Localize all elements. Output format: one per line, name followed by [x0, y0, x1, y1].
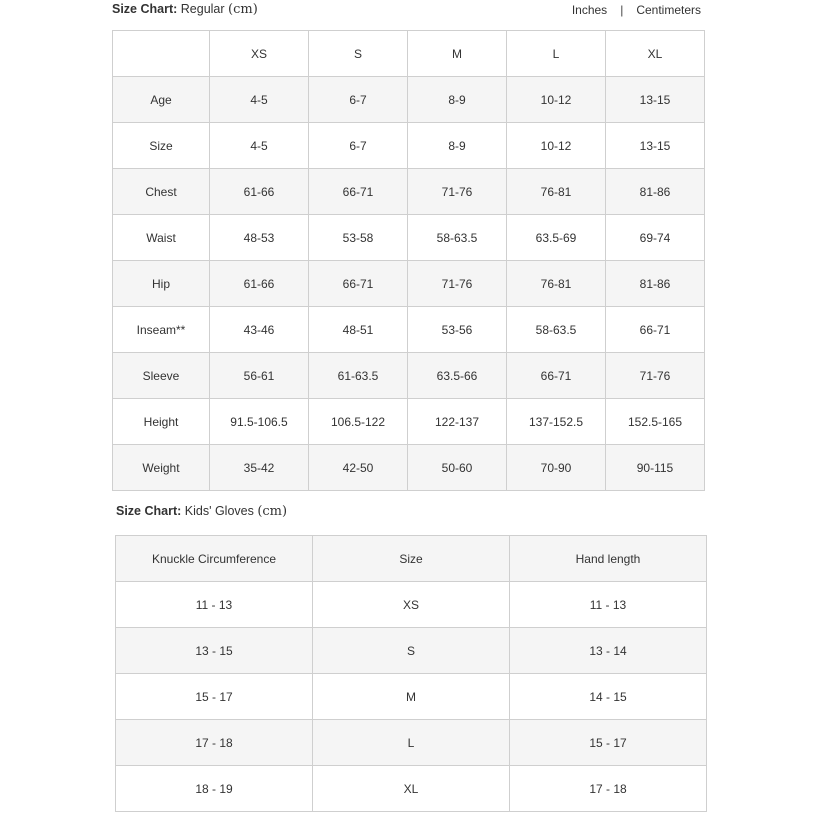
gloves-table-cell: XL	[313, 766, 510, 812]
gloves-size-table	[115, 535, 707, 812]
unit-separator: |	[620, 3, 624, 17]
gloves-header-row	[116, 536, 707, 582]
gloves-chart-title-label: Size Chart:	[116, 504, 182, 518]
gloves-table-cell: 17 - 18	[510, 766, 707, 812]
regular-table-cell: 69-74	[606, 215, 705, 261]
regular-table-cell: 43-46	[210, 307, 309, 353]
gloves-chart-title	[116, 504, 287, 519]
gloves-table-cell: 18 - 19	[116, 766, 313, 812]
regular-table-cell: 58-63.5	[408, 215, 507, 261]
regular-corner-cell	[113, 31, 210, 77]
regular-table-cell: 71-76	[606, 353, 705, 399]
regular-table-cell: 13-15	[606, 77, 705, 123]
regular-row-label: Inseam**	[113, 307, 210, 353]
regular-table-cell: 61-66	[210, 261, 309, 307]
regular-table-cell: 66-71	[507, 353, 606, 399]
regular-table-cell: 137-152.5	[507, 399, 606, 445]
regular-table-row	[113, 123, 705, 169]
gloves-table-row	[116, 582, 707, 628]
regular-chart-title	[112, 2, 258, 17]
regular-row-label: Size	[113, 123, 210, 169]
regular-table-row	[113, 169, 705, 215]
regular-row-label: Height	[113, 399, 210, 445]
regular-header-row	[113, 31, 705, 77]
regular-table-cell: 81-86	[606, 261, 705, 307]
gloves-table-cell: 15 - 17	[116, 674, 313, 720]
regular-table-cell: 76-81	[507, 169, 606, 215]
regular-table-cell: 63.5-66	[408, 353, 507, 399]
gloves-table-cell: 15 - 17	[510, 720, 707, 766]
regular-row-label: Weight	[113, 445, 210, 491]
gloves-table-row	[116, 628, 707, 674]
gloves-table-cell: 11 - 13	[116, 582, 313, 628]
regular-row-label: Sleeve	[113, 353, 210, 399]
regular-table-cell: 58-63.5	[507, 307, 606, 353]
regular-table-cell: 56-61	[210, 353, 309, 399]
regular-table-row	[113, 77, 705, 123]
gloves-column-header: Size	[313, 536, 510, 582]
regular-table-cell: 71-76	[408, 169, 507, 215]
regular-row-label: Age	[113, 77, 210, 123]
regular-table-cell: 48-51	[309, 307, 408, 353]
regular-row-label: Hip	[113, 261, 210, 307]
regular-table-cell: 35-42	[210, 445, 309, 491]
regular-table-cell: 91.5-106.5	[210, 399, 309, 445]
centimeters-link[interactable]: Centimeters	[636, 3, 701, 17]
regular-table-cell: 61-66	[210, 169, 309, 215]
regular-table-cell: 66-71	[606, 307, 705, 353]
gloves-table-cell: L	[313, 720, 510, 766]
regular-size-table	[112, 30, 705, 491]
regular-chart-title-name: Regular	[177, 2, 229, 16]
gloves-table-cell: 13 - 14	[510, 628, 707, 674]
regular-column-header: XL	[606, 31, 705, 77]
regular-table-row	[113, 261, 705, 307]
regular-table-cell: 4-5	[210, 77, 309, 123]
regular-table-cell: 53-56	[408, 307, 507, 353]
regular-table-cell: 76-81	[507, 261, 606, 307]
regular-table-row	[113, 399, 705, 445]
regular-column-header: M	[408, 31, 507, 77]
regular-table-cell: 106.5-122	[309, 399, 408, 445]
regular-table-row	[113, 215, 705, 261]
gloves-table-cell: M	[313, 674, 510, 720]
regular-column-header: S	[309, 31, 408, 77]
regular-chart-title-label: Size Chart:	[112, 2, 178, 16]
regular-table-cell: 4-5	[210, 123, 309, 169]
regular-table-cell: 10-12	[507, 123, 606, 169]
gloves-table-cell: XS	[313, 582, 510, 628]
gloves-chart-title-name: Kids' Gloves	[181, 504, 258, 518]
regular-row-label: Waist	[113, 215, 210, 261]
regular-table-cell: 71-76	[408, 261, 507, 307]
regular-table-row	[113, 353, 705, 399]
regular-table-cell: 66-71	[309, 169, 408, 215]
gloves-table-row	[116, 720, 707, 766]
gloves-table-cell: 13 - 15	[116, 628, 313, 674]
gloves-chart-unit: (cm)	[257, 504, 288, 519]
regular-column-header: L	[507, 31, 606, 77]
gloves-table-cell: 14 - 15	[510, 674, 707, 720]
regular-table-cell: 53-58	[309, 215, 408, 261]
regular-table-cell: 152.5-165	[606, 399, 705, 445]
gloves-table-cell: S	[313, 628, 510, 674]
regular-table-cell: 70-90	[507, 445, 606, 491]
regular-table-cell: 90-115	[606, 445, 705, 491]
gloves-table-row	[116, 766, 707, 812]
regular-table-cell: 50-60	[408, 445, 507, 491]
gloves-column-header: Knuckle Circumference	[116, 536, 313, 582]
regular-table-cell: 6-7	[309, 123, 408, 169]
regular-table-row	[113, 307, 705, 353]
regular-chart-unit: (cm)	[228, 2, 258, 17]
inches-link[interactable]: Inches	[571, 3, 608, 17]
gloves-column-header: Hand length	[510, 536, 707, 582]
regular-row-label: Chest	[113, 169, 210, 215]
gloves-table-cell: 11 - 13	[510, 582, 707, 628]
regular-table-cell: 63.5-69	[507, 215, 606, 261]
regular-table-cell: 8-9	[408, 77, 507, 123]
regular-table-cell: 66-71	[309, 261, 408, 307]
gloves-table-cell: 17 - 18	[116, 720, 313, 766]
regular-table-cell: 8-9	[408, 123, 507, 169]
regular-table-cell: 61-63.5	[309, 353, 408, 399]
regular-column-header: XS	[210, 31, 309, 77]
regular-table-cell: 13-15	[606, 123, 705, 169]
regular-table-cell: 42-50	[309, 445, 408, 491]
unit-toggle	[572, 3, 701, 17]
regular-table-cell: 10-12	[507, 77, 606, 123]
regular-table-cell: 6-7	[309, 77, 408, 123]
regular-table-cell: 48-53	[210, 215, 309, 261]
regular-table-row	[113, 445, 705, 491]
regular-table-cell: 122-137	[408, 399, 507, 445]
gloves-table-row	[116, 674, 707, 720]
regular-table-cell: 81-86	[606, 169, 705, 215]
